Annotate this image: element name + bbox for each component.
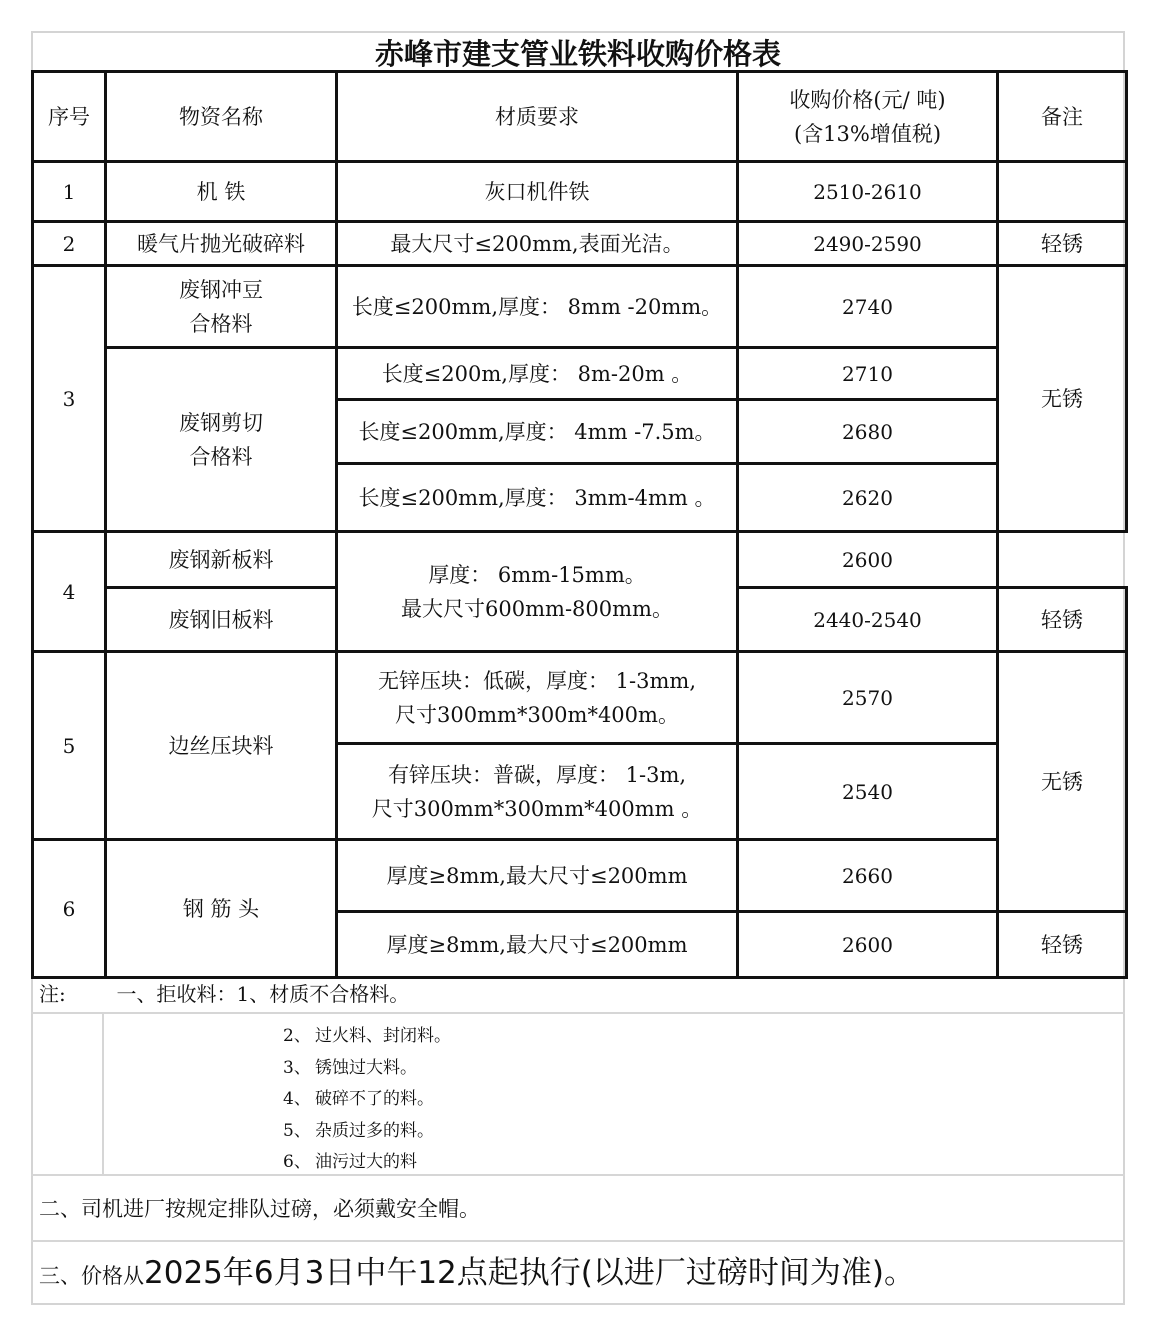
row-spec: 长度≤200mm,厚度： 8mm -20mm。 [337, 266, 738, 348]
list-item: 2、 过火料、封闭料。 [283, 1026, 451, 1046]
table-row [33, 532, 1127, 588]
row-spec: 厚度≥8mm,最大尺寸≤200mm [337, 840, 738, 912]
row-seq: 6 [33, 840, 106, 978]
row-remark: 轻锈 [998, 588, 1127, 652]
row-price: 2540 [738, 744, 998, 840]
row-remark [998, 162, 1127, 222]
notes-line-2: 二、司机进厂按规定排队过磅，必须戴安全帽。 [31, 1176, 1125, 1242]
notes-label: 注: [39, 982, 66, 1006]
row-name: 废钢旧板料 [106, 588, 337, 652]
header-price-line2: (含13%增值税) [793, 121, 942, 146]
row-price: 2620 [738, 464, 998, 532]
row-price: 2710 [738, 348, 998, 400]
row-price: 2570 [738, 652, 998, 744]
row-seq: 4 [33, 532, 106, 652]
table-row [33, 266, 1127, 348]
header-price [738, 72, 998, 162]
notes-section [31, 976, 1125, 1304]
header-name: 物资名称 [106, 72, 337, 162]
header-remark: 备注 [998, 72, 1127, 162]
notes-divider [102, 1014, 104, 1174]
row-spec-line: 最大尺寸600mm-800mm。 [401, 596, 673, 621]
row-spec-line: 有锌压块：普碳，厚度： 1-3m, [387, 762, 687, 787]
row-spec: 最大尺寸≤200mm,表面光洁。 [337, 222, 738, 266]
row-price: 2440-2540 [738, 588, 998, 652]
row-spec [337, 744, 738, 840]
row-name [106, 266, 337, 348]
notes-line-3-prefix: 三、价格从 [39, 1264, 144, 1288]
row-name-line: 废钢剪切 [179, 410, 263, 435]
row-name: 机 铁 [106, 162, 337, 222]
table-row [33, 162, 1127, 222]
row-spec-line: 尺寸300mm*300m*400m。 [395, 702, 679, 727]
row-remark: 无锈 [998, 266, 1127, 532]
row-seq: 1 [33, 162, 106, 222]
row-remark: 轻锈 [998, 912, 1127, 978]
table-row [33, 840, 1127, 912]
list-item: 5、 杂质过多的料。 [283, 1120, 434, 1141]
row-price: 2740 [738, 266, 998, 348]
header-seq: 序号 [33, 72, 106, 162]
list-item: 3、 锈蚀过大料。 [283, 1057, 417, 1078]
notes-reject-title: 一、拒收料：1、材质不合格料。 [116, 982, 410, 1006]
row-name-line: 废钢冲豆 [179, 277, 263, 302]
notes-reject-list-box [31, 1012, 1125, 1176]
row-spec: 长度≤200mm,厚度： 3mm-4mm 。 [337, 464, 738, 532]
table-row [33, 652, 1127, 744]
notes-reject-list [283, 1021, 451, 1179]
row-price: 2510-2610 [738, 162, 998, 222]
row-remark: 无锈 [998, 652, 1127, 912]
row-seq: 5 [33, 652, 106, 840]
table-row [33, 222, 1127, 266]
row-seq: 2 [33, 222, 106, 266]
list-item: 6、 油污过大的料 [283, 1152, 417, 1172]
row-spec [337, 652, 738, 744]
row-name: 暖气片抛光破碎料 [106, 222, 337, 266]
row-spec-line: 尺寸300mm*300mm*400mm 。 [371, 796, 703, 821]
row-seq: 3 [33, 266, 106, 532]
row-name: 废钢新板料 [106, 532, 337, 588]
header-material: 材质要求 [337, 72, 738, 162]
header-price-line1: 收购价格(元/ 吨) [789, 87, 946, 112]
row-name: 边丝压块料 [106, 652, 337, 840]
notes-line-1 [31, 976, 1125, 1012]
list-item: 4、 破碎不了的料。 [283, 1089, 434, 1109]
row-name: 钢 筋 头 [106, 840, 337, 978]
row-spec [337, 532, 738, 652]
table-row [33, 348, 1127, 400]
row-price: 2490-2590 [738, 222, 998, 266]
row-name-line: 合格料 [189, 444, 253, 469]
row-spec: 厚度≥8mm,最大尺寸≤200mm [337, 912, 738, 978]
table-header-row [33, 72, 1127, 162]
effective-date-text: 2025年6月3日中午12点起执行(以进厂过磅时间为准)。 [144, 1255, 915, 1291]
row-price: 2680 [738, 400, 998, 464]
row-name [106, 348, 337, 532]
row-spec: 灰口机件铁 [337, 162, 738, 222]
row-spec-line: 无锌压块：低碳，厚度： 1-3mm, [378, 668, 696, 693]
row-name-line: 合格料 [189, 311, 253, 336]
row-spec-line: 厚度： 6mm-15mm。 [428, 562, 646, 587]
page-title: 赤峰市建支管业铁料收购价格表 [374, 37, 781, 71]
row-remark: 轻锈 [998, 222, 1127, 266]
notes-line-3 [31, 1242, 1125, 1304]
row-spec: 长度≤200mm,厚度： 4mm -7.5m。 [337, 400, 738, 464]
row-price: 2600 [738, 912, 998, 978]
row-spec: 长度≤200m,厚度： 8m-20m 。 [337, 348, 738, 400]
price-table [31, 70, 1128, 979]
row-price: 2600 [738, 532, 998, 588]
row-price: 2660 [738, 840, 998, 912]
